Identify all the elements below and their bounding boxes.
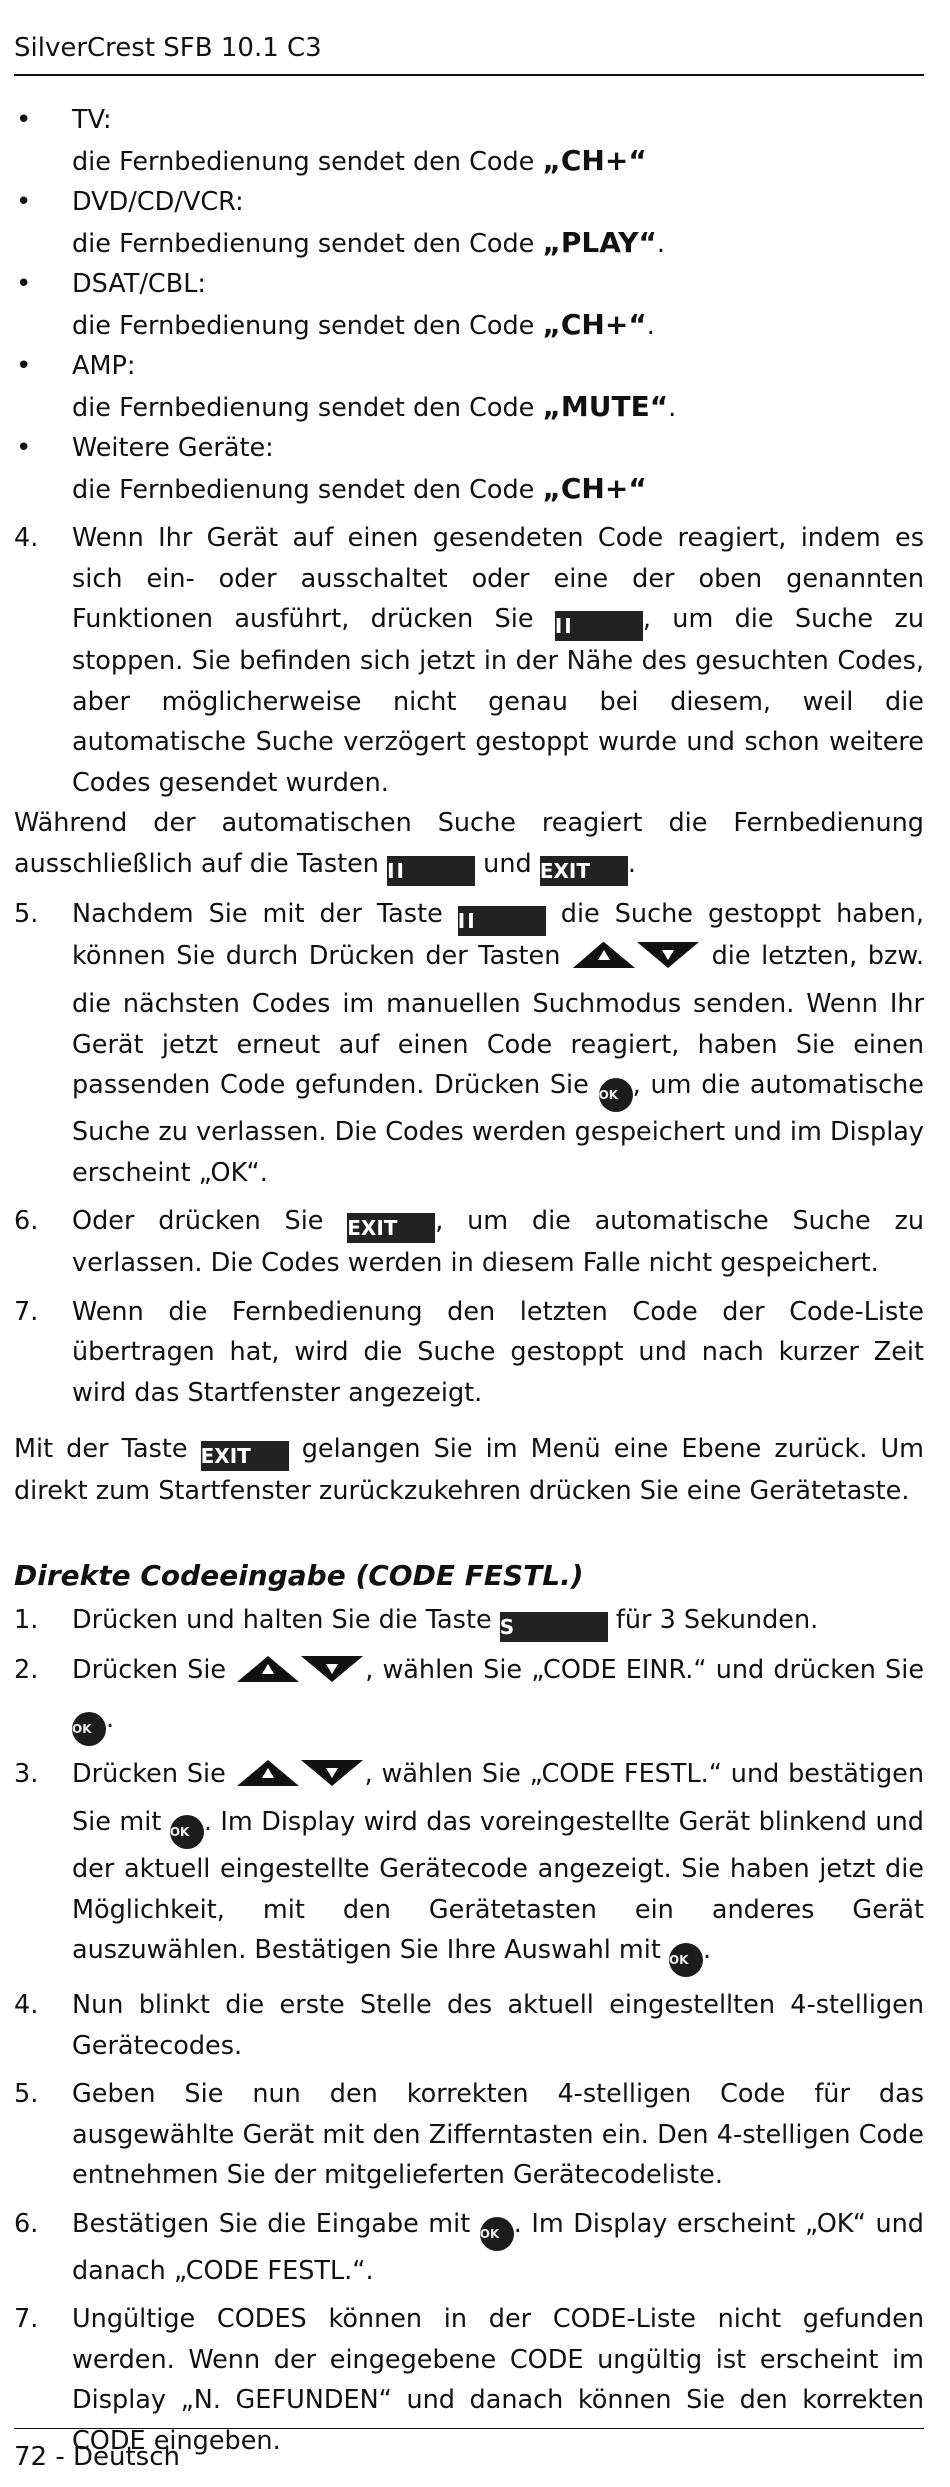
code-value: „CH+“ (542, 471, 647, 505)
page-number: 72 - Deutsch (14, 2442, 181, 2472)
code-entry-step-5: 5. Geben Sie nun den korrekten 4-stelligen Code für das ausgewählte Gerät mit den Zifferntasten ein. Den 4-stelligen Code entnehmen Sie der mitgelieferten Gerätecodeliste. (14, 2079, 924, 2190)
up-down-arrow-keys-icon (235, 1756, 365, 1803)
bullet-item-amp: • AMP: die Fernbedienung sendet den Code „MUTE“. (14, 346, 924, 428)
code-value: „MUTE“ (542, 389, 669, 423)
exit-note: Mit der Taste EXIT gelangen Sie im Menü eine Ebene zurück. Um direkt zum Startfenster zurückzukehren drücken Sie eine Gerätetaste. (14, 1434, 925, 1506)
code-entry-step-6: 6. Bestätigen Sie die Eingabe mit OK . Im Display erscheint „OK“ und danach „CODE FESTL.“. (14, 2208, 924, 2286)
section-heading: Direkte Codeeingabe (CODE FESTL.) (14, 1558, 584, 1592)
search-step-4: 4. Wenn Ihr Gerät auf einen gesendeten Code reagiert, indem es sich ein- oder ausschaltet oder eine der oben genannten Funktionen ausführt, drücken Sie II , um die Suche zu stoppen. Sie befinden sich jetzt in der Nähe des gesuchten Codes, aber möglicherweise nicht genau bei diesem, weil die automatische Suche verzögert gestoppt wurde und schon weitere Codes gesendet wurden. (14, 523, 924, 798)
s-key-icon: S (500, 1612, 608, 1642)
ok-key-icon: OK (480, 2217, 514, 2251)
ok-key-icon: OK (669, 1943, 703, 1977)
code-value: „PLAY“ (542, 225, 657, 259)
exit-key-icon: EXIT (201, 1441, 289, 1471)
code-entry-step-7: 7. Ungültige CODES können in der CODE-Liste nicht gefunden werden. Wenn der eingegebene CODE ungültig ist erscheint im Display „N. GEFUNDEN“ und danach können Sie den korrekten CODE eingeben. (14, 2304, 924, 2456)
code-entry-step-4: 4. Nun blinkt die erste Stelle des aktuell eingestellten 4-stelligen Gerätecodes. (14, 1990, 924, 2061)
page-content (14, 100, 924, 2461)
search-step-6: 6. Oder drücken Sie EXIT , um die automatische Suche zu verlassen. Die Codes werden in diesem Falle nicht gespeichert. (14, 1206, 924, 1278)
exit-key-icon: EXIT (540, 856, 628, 886)
code-entry-step-2: 2. Drücken Sie , wählen Sie „CODE EINR.“ und drücken Sie OK . (14, 1650, 924, 1746)
up-down-arrow-keys-icon (571, 938, 701, 985)
code-value: „CH+“ (542, 307, 647, 341)
device-bullet-list (14, 100, 924, 510)
search-note: Während der automatischen Suche reagiert die Fernbedienung ausschließlich auf die Tasten II und EXIT . (14, 803, 924, 886)
bullet-item-dsat: • DSAT/CBL: die Fernbedienung sendet den Code „CH+“. (14, 264, 924, 346)
pause-key-icon: II (387, 856, 475, 886)
pause-key-icon: II (555, 611, 643, 641)
bullet-item-tv: • TV: die Fernbedienung sendet den Code „CH+“ (14, 100, 924, 182)
search-step-7: 7. Wenn die Fernbedienung den letzten Code der Code-Liste übertragen hat, wird die Suche gestoppt und nach kurzer Zeit wird das Startfenster angezeigt. (14, 1296, 924, 1408)
ok-key-icon: OK (599, 1078, 633, 1112)
pause-key-icon: II (458, 906, 546, 936)
search-step-5: 5. Nachdem Sie mit der Taste II die Suche gestoppt haben, können Sie durch Drücken der Tasten die letzten, bzw. die nächsten Codes im manuellen Suchmodus senden. Wenn Ihr Gerät jetzt erneut auf einen Code reagiert, haben Sie einen passenden Code gefunden. Drücken Sie OK , um die automatische Suche zu verlassen. Die Codes werden gespeichert und im Display erscheint „OK“. (14, 898, 924, 1188)
exit-key-icon: EXIT (347, 1213, 435, 1243)
code-entry-step-3: 3. Drücken Sie , wählen Sie „CODE FESTL.“ und bestätigen Sie mit OK . Im Display wird das voreingestellte Gerät blinkend und der aktuell eingestellte Gerätecode angezeigt. Sie haben jetzt die Möglichkeit, mit den Gerätetasten ein anderes Gerät auszuwählen. Bestätigen Sie Ihre Auswahl mit OK . (14, 1754, 924, 1978)
ok-key-icon: OK (72, 1712, 106, 1746)
header-title: SilverCrest SFB 10.1 C3 (14, 33, 322, 63)
bullet-item-other: • Weitere Geräte: die Fernbedienung sendet den Code „CH+“ (14, 428, 924, 510)
ok-key-icon: OK (170, 1815, 204, 1849)
page-footer (14, 2428, 924, 2477)
page-header (14, 30, 924, 76)
bullet-item-dvd: • DVD/CD/VCR: die Fernbedienung sendet den Code „PLAY“. (14, 182, 924, 264)
up-down-arrow-keys-icon (235, 1652, 365, 1699)
code-value: „CH+“ (542, 143, 647, 177)
code-entry-step-1: 1. Drücken und halten Sie die Taste S für 3 Sekunden. (14, 1600, 924, 1642)
